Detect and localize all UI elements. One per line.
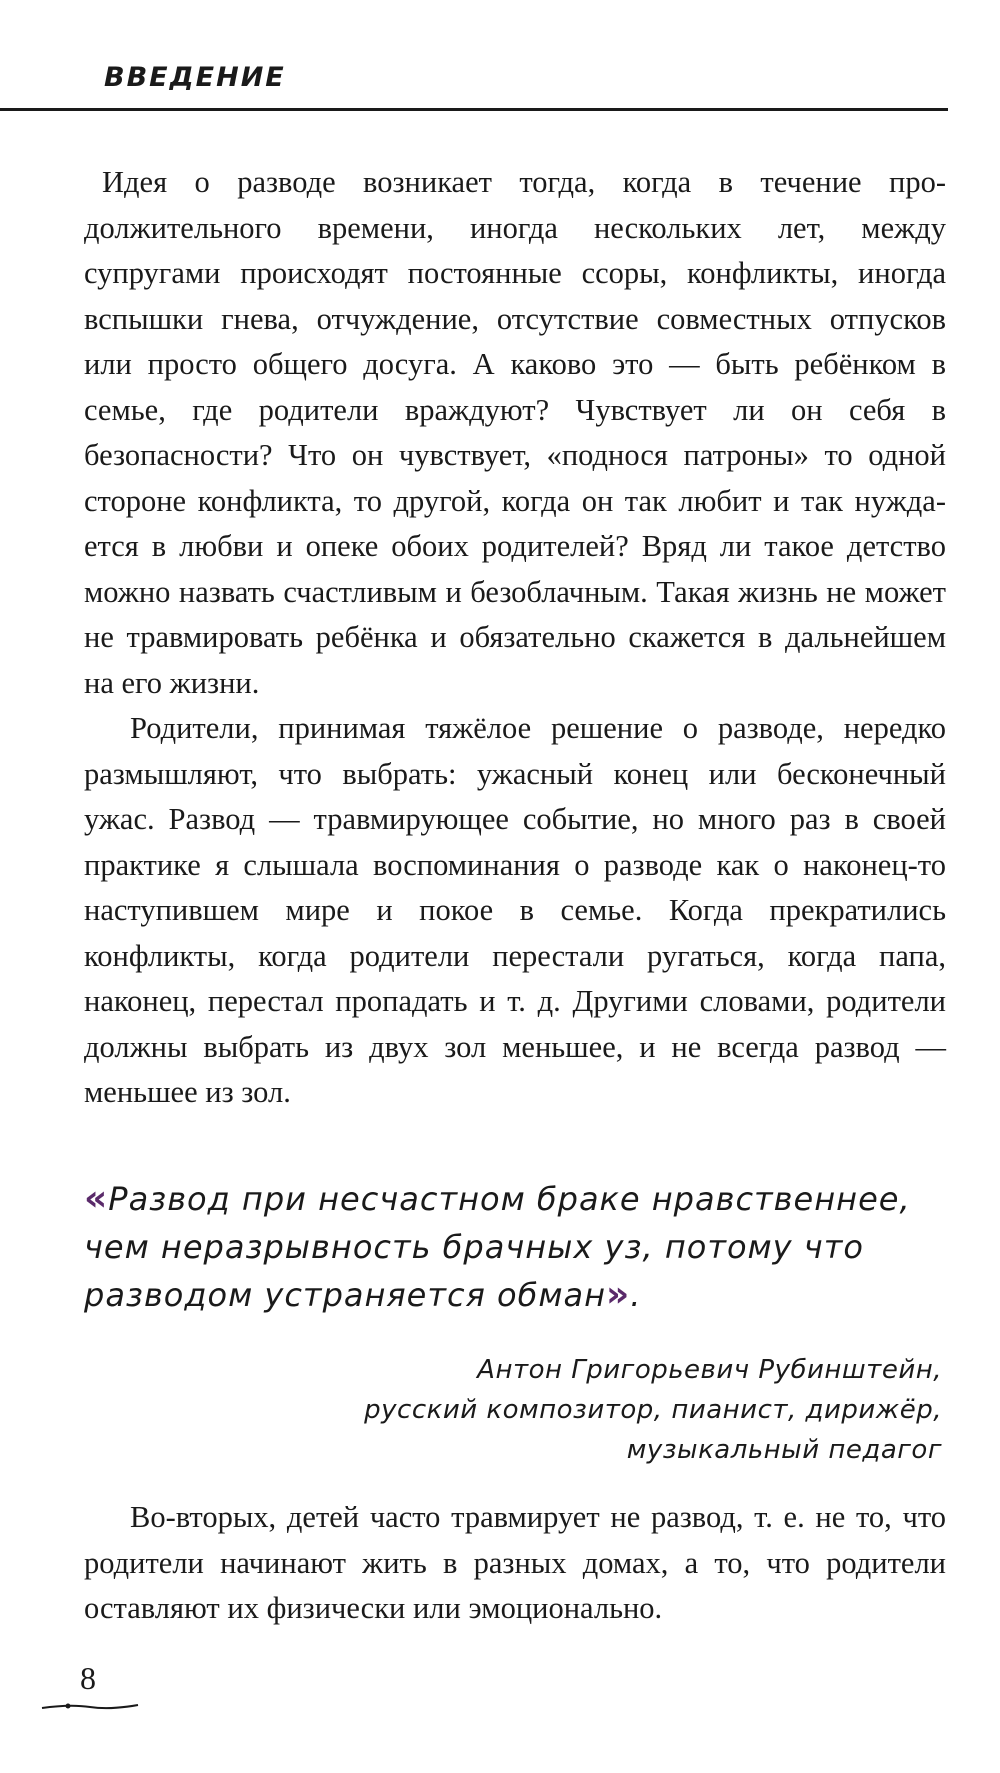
quote-end-punct: . [630, 1276, 642, 1314]
quote-text: Развод при несчастном браке нравственнее, чем неразрывность брачных уз, потому что разводом устраняется обман [84, 1180, 911, 1314]
quote-attribution [364, 1350, 942, 1470]
paragraph: Идея о разводе возникает тогда, когда в течение продолжительного времени, иногда нескольких лет, между супругами происходят постоянные ссоры, конфликты, иногда вспышки гнева, отчуждение, отсутствие совместных отпусков или просто общего досуга. А каково это — быть ребёнком в семье, где родители враждуют? Чувствует ли он себя в безопасности? Что он чувствует, «поднося патроны» то одной стороне конфликта, то другой, когда он так любит и так нуждается в любви и опеке обоих родителей? Вряд ли такое детство можно назвать счастливым и безоблачным. Такая жизнь не может не травмировать ребёнка и обязательно скажется в дальнейшем на его жизни. [84, 165, 946, 700]
attribution-role-1: русский композитор, пианист, дирижёр, [364, 1395, 942, 1425]
main-text [84, 160, 946, 1116]
paragraph: Родители, принимая тяжёлое решение о разводе, нередко размышляют, что выбрать: ужасный конец или бесконечный ужас. Развод — травмирующее событие, но много раз в своей практике я слышала воспоминания о разводе как о наконец-то наступившем мире и покое в семье. Когда прекратились конфликты, когда родители перестали ругаться, когда папа, наконец, перестал пропадать и т. д. Другими словами, родители должны выбрать из двух зол меньшее, и не всегда развод — меньшее из зол. [84, 711, 946, 1109]
quote-close-mark: » [605, 1274, 631, 1315]
epigraph-quote [84, 1175, 946, 1319]
main-text-continued [84, 1495, 946, 1632]
attribution-role-2: музыкальный педагог [626, 1435, 942, 1465]
page-number: 8 [80, 1660, 96, 1696]
section-title: ВВЕДЕНИЕ [104, 62, 286, 93]
quote-open-mark: « [84, 1178, 109, 1219]
running-header [0, 58, 948, 111]
paragraph: Во-вторых, детей часто травмирует не развод, т. е. не то, что родители начинают жить в разных домах, а то, что родители оставляют их физически или эмоционально. [84, 1500, 946, 1625]
attribution-name: Антон Григорьевич Рубинштейн, [477, 1355, 942, 1385]
page-number-flourish-icon [40, 1700, 140, 1712]
